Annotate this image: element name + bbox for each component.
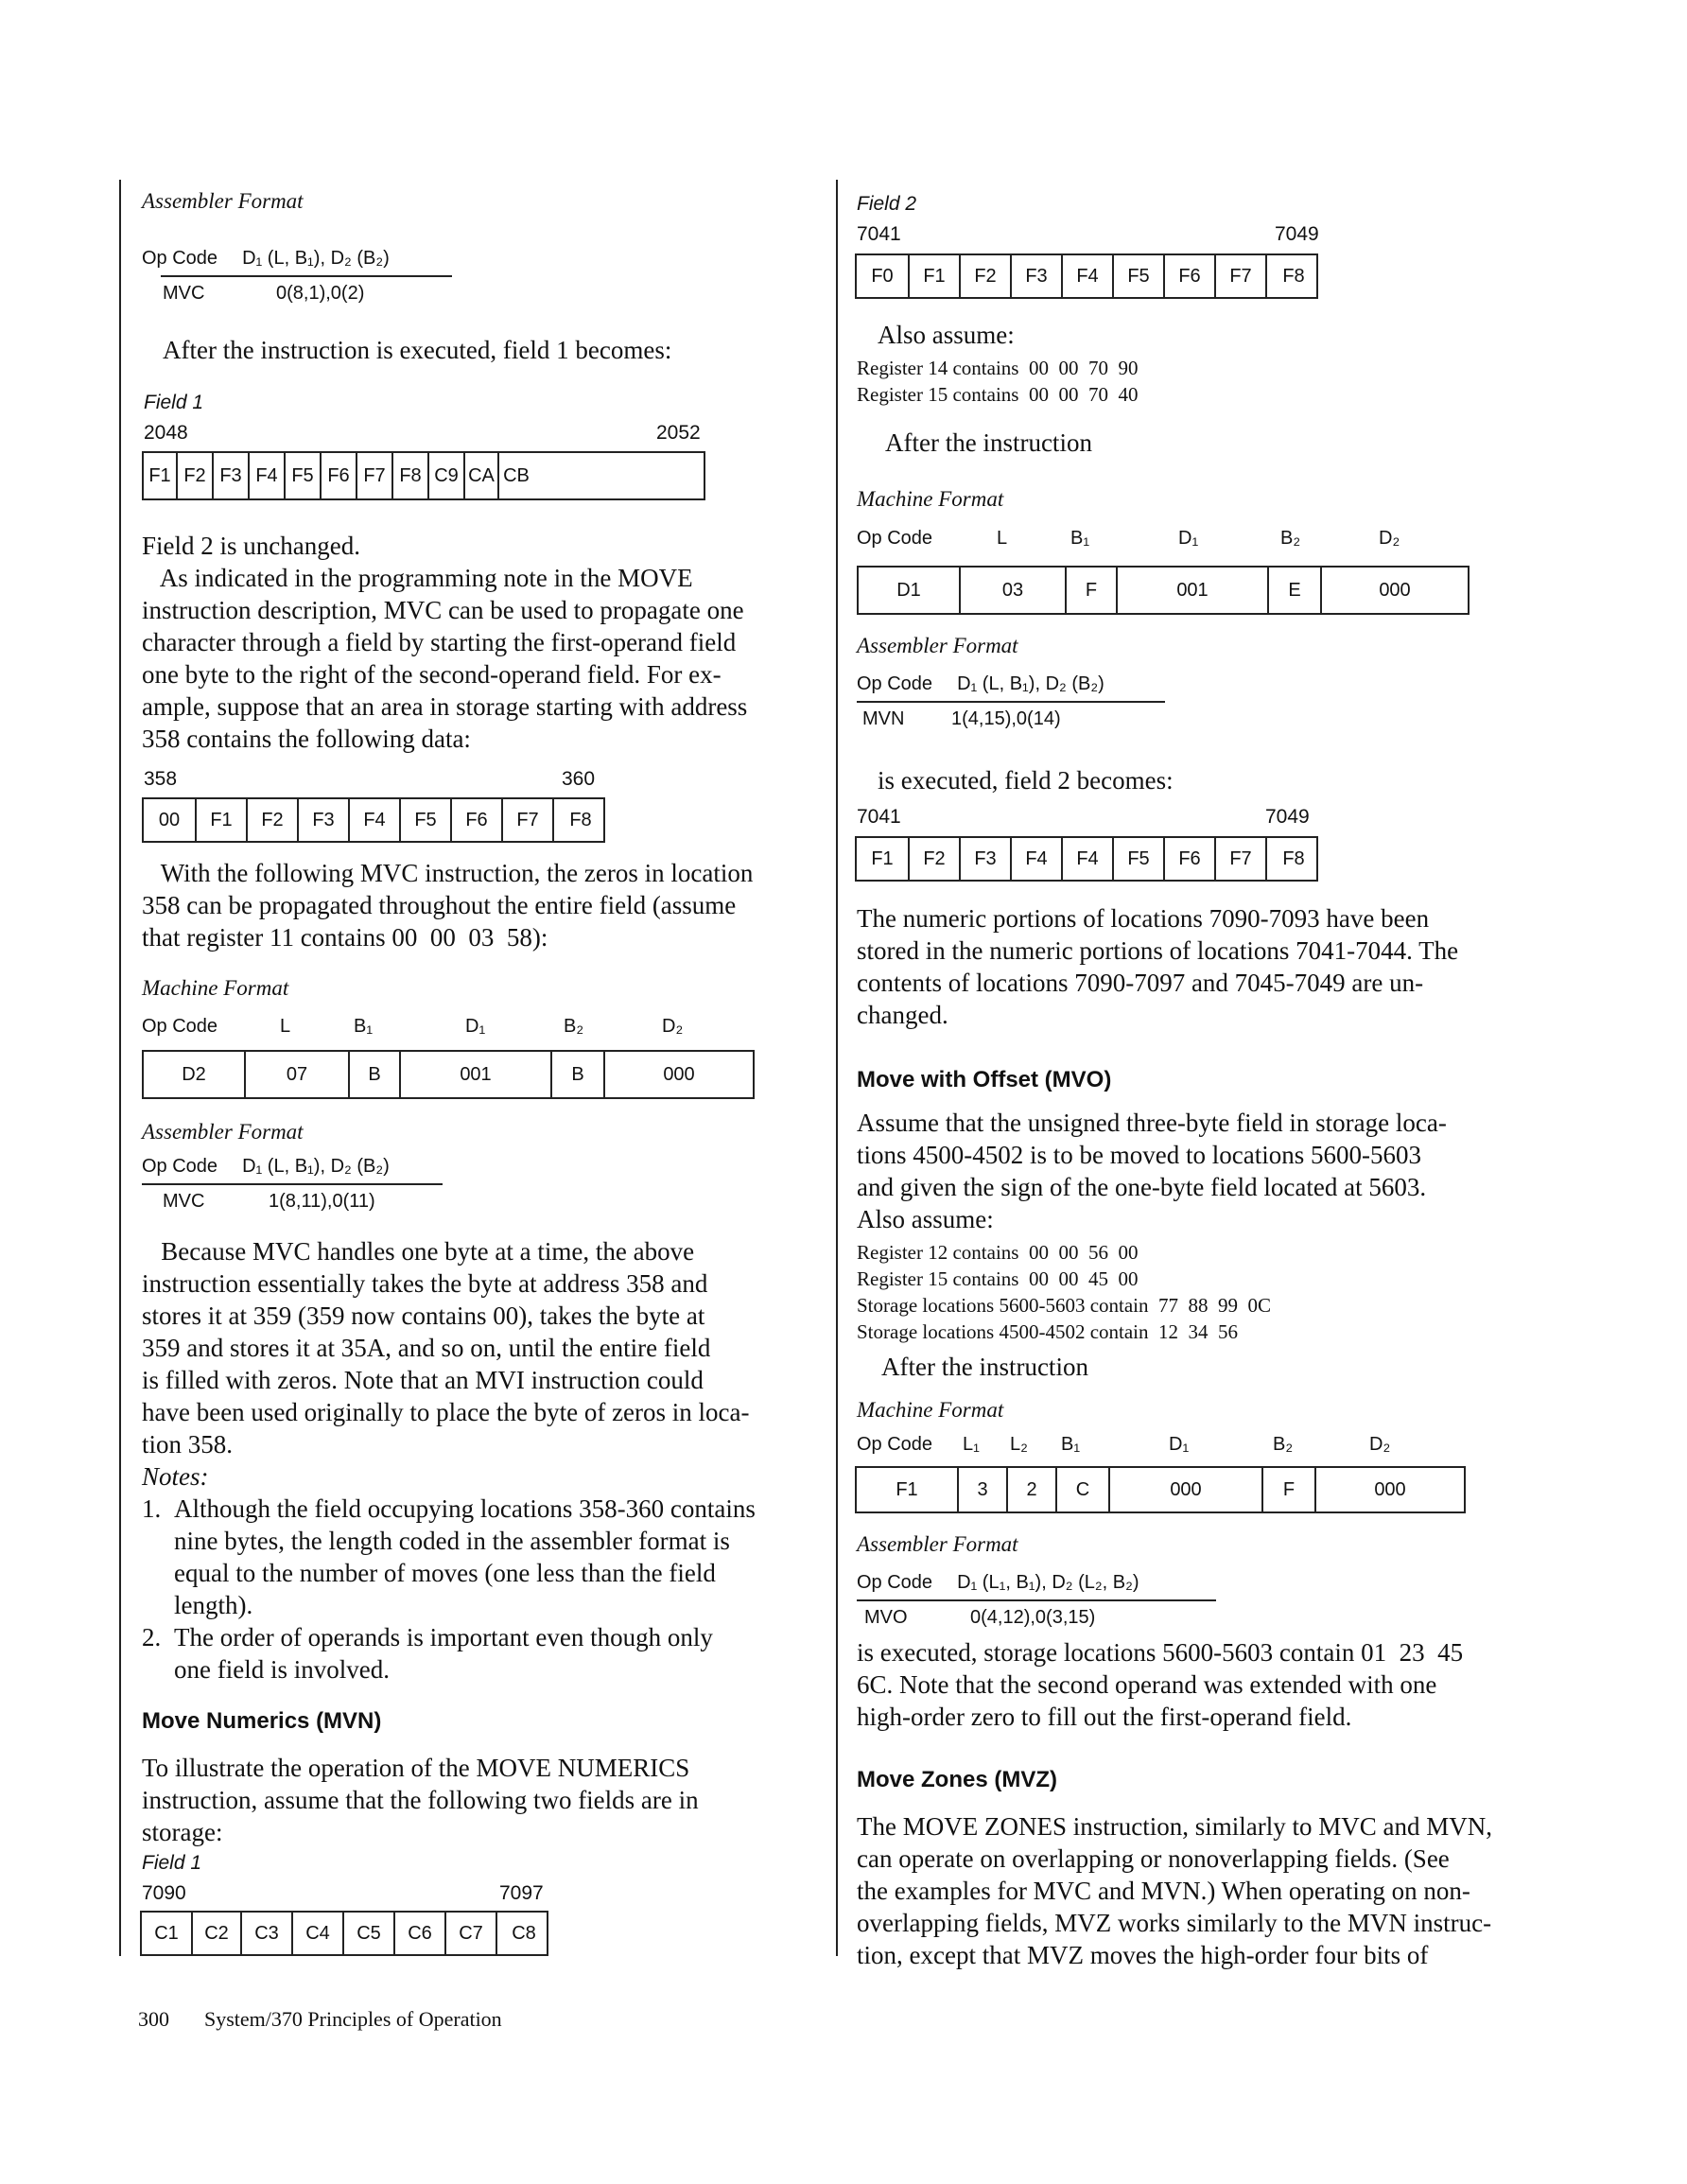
field-byte: F4 [250, 453, 286, 498]
machine-format-fields [855, 1466, 1466, 1513]
field-byte: C1 [142, 1913, 193, 1954]
note-text: Although the field occupying locations 358-360 contains nine bytes, the length coded in the assembler format is equal to the number of moves (one less than the field length). [174, 1494, 756, 1619]
address-end: 360 [562, 768, 596, 790]
assembler-format-label: Assembler Format [857, 1532, 1018, 1556]
operands: 0(8,1),0(2) [276, 283, 365, 304]
storage-field-7041 [855, 253, 1318, 299]
field-byte: F3 [961, 838, 1012, 880]
mf-header-b2: B₂ [1280, 528, 1301, 549]
field-byte: 3 [959, 1468, 1008, 1511]
mf-header-d1: D₁ [465, 1016, 486, 1037]
field-label: Field 1 [142, 1852, 202, 1874]
mf-header-opcode: Op Code [857, 1434, 933, 1455]
mf-header-l2: L₂ [1010, 1434, 1028, 1455]
section-heading: Move Zones (MVZ) [857, 1767, 1058, 1792]
field-byte: C4 [293, 1913, 344, 1954]
field-byte: F1 [144, 453, 178, 498]
field-byte: C3 [242, 1913, 293, 1954]
field-byte: 000 [663, 1063, 695, 1085]
field-byte: 2 [1008, 1468, 1057, 1511]
machine-format-fields [857, 566, 1470, 615]
field-byte: F1 [910, 255, 961, 297]
opcode-header: Op Code [857, 1572, 933, 1593]
field-byte: E [1269, 568, 1322, 613]
address-start: 2048 [144, 422, 188, 444]
section-heading: Move Numerics (MVN) [142, 1708, 382, 1734]
left-column-rule [119, 180, 121, 1956]
mf-header-opcode: Op Code [142, 1016, 218, 1037]
field-byte: F8 [569, 809, 592, 830]
assembler-format-block [857, 673, 1165, 730]
register-list: Register 12 contains 00 00 56 00 Register 15 contains 00 00 45 00 Storage locations 5600-5603 contain 77 88 99 0C Storage locations 4500-4502 contain 12 34 56 [857, 1241, 1272, 1343]
paragraph: Assume that the unsigned three-byte field in storage loca- tions 4500-4502 is to be moved to locations 5600-5603 and given the sign of the one-byte field located at 5603. Also assume: [857, 1109, 1447, 1233]
field-byte: F5 [1114, 838, 1165, 880]
operands: 1(4,15),0(14) [951, 708, 1061, 729]
field-byte: F2 [248, 799, 299, 841]
field-byte: B [552, 1052, 605, 1097]
mnemonic: MVC [163, 1191, 205, 1212]
paragraph: is executed, field 2 becomes: [878, 766, 1174, 795]
field-byte: F4 [1012, 838, 1063, 880]
mnemonic: MVN [862, 708, 905, 729]
field-byte: F7 [1216, 838, 1267, 880]
paragraph: After the instruction is executed, field 1 becomes: [163, 336, 672, 364]
machine-format-label: Machine Format [857, 1398, 1004, 1422]
field-byte: F5 [1114, 255, 1165, 297]
divider [857, 701, 1165, 703]
field-byte: 000 [1110, 1468, 1263, 1511]
mf-header-l: L [997, 528, 1008, 549]
mf-header-d2: D₂ [662, 1016, 684, 1037]
opcode-header: Op Code [142, 248, 218, 269]
field-byte: C2 [193, 1913, 242, 1954]
field-byte: F1 [857, 1468, 959, 1511]
divider [142, 1183, 443, 1185]
storage-field-7041-result [855, 836, 1318, 882]
field-byte: CA [465, 453, 499, 498]
field-byte: F5 [401, 799, 452, 841]
opcode-header: Op Code [857, 673, 933, 694]
field-byte: 00 [144, 799, 197, 841]
operands: 0(4,12),0(3,15) [970, 1607, 1096, 1628]
field-byte: F3 [1012, 255, 1063, 297]
operand-header: D₁ (L, B₁), D₂ (B₂) [957, 673, 1104, 694]
mnemonic: MVC [163, 283, 205, 304]
paragraph: With the following MVC instruction, the zeros in location 358 can be propagated throughout the entire field (assume that register 11 contains 00 00 03 58): [142, 859, 754, 952]
address-start: 7090 [142, 1882, 186, 1904]
operand-header: D₁ (L, B₁), D₂ (B₂) [242, 248, 390, 269]
field-byte: F8 [1282, 265, 1305, 287]
mf-header-d2: D₂ [1369, 1434, 1391, 1455]
mf-header-b1: B₁ [354, 1016, 374, 1037]
field-byte: F3 [214, 453, 250, 498]
field-byte: C7 [446, 1913, 497, 1954]
assembler-format-block [857, 1572, 1216, 1629]
note-number: 2. [142, 1623, 162, 1651]
mf-header-b2: B₂ [1273, 1434, 1294, 1455]
address-start: 358 [144, 768, 178, 790]
field-label: Field 1 [144, 392, 204, 413]
section-heading: Move with Offset (MVO) [857, 1067, 1112, 1092]
field-byte: F0 [857, 255, 910, 297]
field-byte: F4 [350, 799, 401, 841]
field-byte: F [1263, 1468, 1316, 1511]
note-number: 1. [142, 1494, 162, 1523]
opcode-header: Op Code [142, 1156, 218, 1177]
field-byte: D2 [144, 1052, 246, 1097]
field-byte: 07 [246, 1052, 350, 1097]
mf-header-b1: B₁ [1070, 528, 1090, 549]
address-end: 7049 [1275, 223, 1319, 245]
field-byte: F6 [1165, 838, 1216, 880]
right-column-rule [836, 180, 838, 1956]
operand-header: D₁ (L, B₁), D₂ (B₂) [242, 1156, 390, 1177]
field-byte: CB [503, 464, 530, 486]
paragraph: After the instruction [881, 1353, 1088, 1381]
assembler-format-block [142, 248, 452, 305]
page-number: 300 [138, 2007, 169, 2031]
note-text: The order of operands is important even though only one field is involved. [174, 1623, 713, 1684]
paragraph: Because MVC handles one byte at a time, the above instruction essentially takes the byte at address 358 and stores it at 359 (359 now contains 00), takes the byte at 359 and stores it at 35A, and so on, until the entire field is filled with zeros. Note that an MVI instruction could have been used originally to place the byte of zeros in loca- tion 358. [142, 1237, 750, 1459]
running-footer-title: System/370 Principles of Operation [204, 2007, 502, 2031]
mf-header-l1: L₁ [963, 1434, 980, 1455]
paragraph: The MOVE ZONES instruction, similarly to MVC and MVN, can operate on overlapping or nonoverlapping fields. (See the examples for MVC and MVN.) When operating on non- overlapping fields, MVZ works similarly to the MVN instruc- tion, except that MVZ moves the high-order four bits of [857, 1812, 1492, 1969]
machine-format-fields [142, 1050, 755, 1099]
address-end: 7097 [499, 1882, 544, 1904]
storage-field-2048 [142, 451, 705, 500]
field-byte: C [1057, 1468, 1110, 1511]
field-byte: 000 [1374, 1478, 1406, 1500]
mf-header-d2: D₂ [1379, 528, 1400, 549]
field-byte: 03 [961, 568, 1067, 613]
mf-header-d1: D₁ [1178, 528, 1199, 549]
field-byte: F4 [1063, 255, 1114, 297]
field-byte: C8 [512, 1922, 536, 1944]
paragraph: Also assume: [878, 321, 1015, 349]
field-byte: F6 [452, 799, 503, 841]
divider [857, 1599, 1216, 1601]
address-start: 7041 [857, 806, 901, 828]
machine-format-label: Machine Format [857, 487, 1004, 511]
field-byte: C6 [395, 1913, 446, 1954]
field-byte: F1 [197, 799, 248, 841]
field-byte: F7 [1216, 255, 1267, 297]
assembler-format-label: Assembler Format [142, 189, 304, 213]
field-byte: F7 [357, 453, 393, 498]
machine-format-label: Machine Format [142, 976, 289, 1000]
field-byte: 001 [401, 1052, 552, 1097]
operands: 1(8,11),0(11) [269, 1191, 375, 1212]
field-byte: F8 [393, 453, 429, 498]
address-start: 7041 [857, 223, 901, 245]
field-byte: B [350, 1052, 401, 1097]
field-byte: F2 [178, 453, 214, 498]
paragraph: is executed, storage locations 5600-5603 contain 01 23 45 6C. Note that the second operand was extended with one high-order zero to fill out the first-operand field. [857, 1638, 1464, 1731]
address-end: 2052 [656, 422, 701, 444]
field-byte: F [1067, 568, 1118, 613]
field-byte: 001 [1118, 568, 1269, 613]
field-byte: F7 [503, 799, 554, 841]
mf-header-d1: D₁ [1169, 1434, 1190, 1455]
paragraph: To illustrate the operation of the MOVE NUMERICS instruction, assume that the following two fields are in storage: [142, 1754, 699, 1846]
notes-label: Notes: [142, 1462, 209, 1491]
field-byte: C5 [344, 1913, 395, 1954]
field-byte: C9 [429, 453, 465, 498]
assembler-format-block [142, 1156, 443, 1213]
field-byte: F4 [1063, 838, 1114, 880]
field-byte: F5 [286, 453, 322, 498]
field-label: Field 2 [857, 193, 917, 215]
mnemonic: MVO [864, 1607, 908, 1628]
register-list: Register 14 contains 00 00 70 90 Register 15 contains 00 00 70 40 [857, 357, 1139, 406]
assembler-format-label: Assembler Format [142, 1120, 304, 1144]
field-byte: F6 [1165, 255, 1216, 297]
mf-header-opcode: Op Code [857, 528, 933, 549]
mf-header-b1: B₁ [1061, 1434, 1081, 1455]
storage-field-7090 [140, 1911, 548, 1956]
field-byte: F8 [1282, 847, 1305, 869]
field-byte: F3 [299, 799, 350, 841]
field-byte: F6 [322, 453, 357, 498]
mf-header-l: L [280, 1016, 291, 1037]
assembler-format-label: Assembler Format [857, 634, 1018, 657]
field-byte: 000 [1379, 579, 1411, 601]
paragraph: The numeric portions of locations 7090-7093 have been stored in the numeric portions of locations 7041-7044. The contents of locations 7090-7097 and 7045-7049 are un- changed. [857, 904, 1459, 1029]
operand-header: D₁ (L₁, B₁), D₂ (L₂, B₂) [957, 1572, 1139, 1593]
mf-header-b2: B₂ [564, 1016, 584, 1037]
field-byte: F2 [961, 255, 1012, 297]
divider [161, 275, 452, 277]
paragraph: After the instruction [885, 428, 1092, 457]
field-byte: F1 [857, 838, 910, 880]
paragraph: Field 2 is unchanged. As indicated in the programming note in the MOVE instruction description, MVC can be used to propagate one character through a field by starting the first-operand field one byte to the right of the second-operand field. For ex- ample, suppose that an area in storage starting with address 358 contains the following data: [142, 532, 748, 753]
field-byte: F2 [910, 838, 961, 880]
field-byte: D1 [859, 568, 961, 613]
address-end: 7049 [1265, 806, 1310, 828]
storage-field-358 [142, 797, 605, 843]
